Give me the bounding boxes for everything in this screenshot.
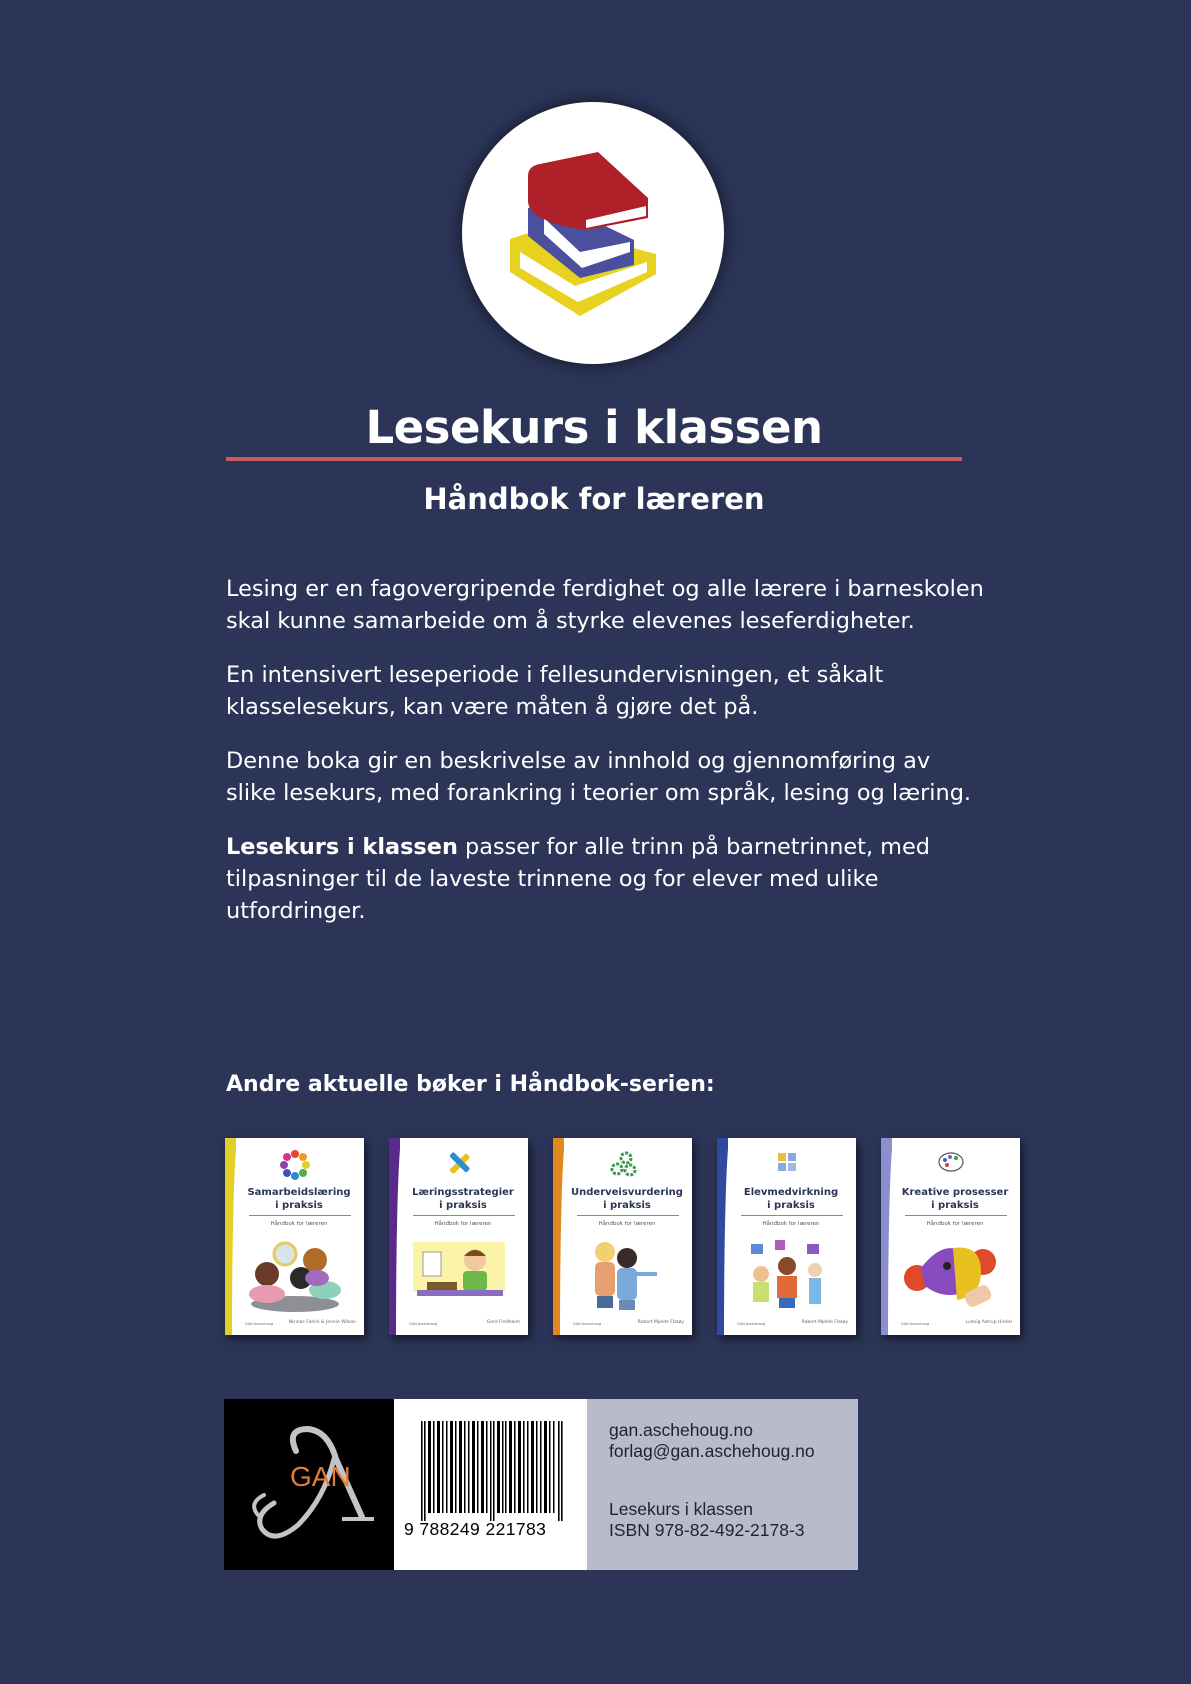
gan-aschehoug-logo: [224, 1399, 394, 1570]
book-cover-subtitle: Håndbok for læreren: [434, 1221, 492, 1227]
book-cover-title: [401, 1186, 525, 1212]
series-book-samarbeidslaering[interactable]: [225, 1138, 364, 1335]
book-author: Robert Mjelde Flatøy: [801, 1320, 848, 1325]
back-cover-footer: [224, 1399, 858, 1570]
book-cover-title: [729, 1186, 853, 1212]
book-publisher: GAN Aschehoug: [409, 1322, 438, 1326]
book-cover-subtitle: Håndbok for læreren: [598, 1221, 656, 1227]
series-book-elevmedvirkning[interactable]: [717, 1138, 856, 1335]
colorful-people-circle-icon: [225, 1150, 364, 1180]
stack-of-books-icon: [462, 102, 724, 364]
book-title-line: Samarbeidslæring: [247, 1187, 351, 1198]
book-cover-title: [565, 1186, 689, 1212]
info-book-title: Lesekurs i klassen: [609, 1499, 753, 1519]
isbn-number: ISBN 978-82-492-2178-3: [609, 1520, 805, 1540]
book-title-line: Kreative prosesser: [901, 1187, 1009, 1198]
description-paragraph: Denne boka gir en beskrivelse av innhold og gjennomføring av slike lesekurs, med forankring i teorier om språk, lesing og læring.: [226, 748, 972, 806]
book-title-line: i praksis: [275, 1200, 323, 1211]
barcode-number: 9 788249 221783: [404, 1519, 547, 1539]
isbn-barcode: [394, 1399, 587, 1570]
gan-wordmark: GAN: [290, 1461, 351, 1492]
puzzle-pieces-icon: [717, 1150, 856, 1180]
cover-rule: [577, 1215, 679, 1216]
book-author: Robert Mjelde Flatøy: [637, 1320, 684, 1325]
book-cover-title: [893, 1186, 1017, 1212]
book-title-line: i praksis: [439, 1200, 487, 1211]
book-title: Lesekurs i klassen: [365, 401, 823, 454]
barcode-icon: [394, 1399, 587, 1529]
book-publisher: GAN Aschehoug: [901, 1322, 930, 1326]
cover-rule: [413, 1215, 515, 1216]
green-gears-icon: [553, 1150, 692, 1180]
book-publisher: GAN Aschehoug: [737, 1322, 766, 1326]
book-subtitle: Håndbok for læreren: [423, 482, 765, 516]
title-underline: [226, 457, 962, 461]
series-heading: Andre aktuelle bøker i Håndbok-serien:: [226, 1072, 715, 1097]
description-paragraph: [226, 831, 986, 927]
paint-palette-icon: [881, 1150, 1020, 1180]
book-title-line: Elevmedvirkning: [743, 1187, 839, 1198]
series-book-laeringsstrategier[interactable]: [389, 1138, 528, 1335]
description-paragraph: Lesing er en fagovergripende ferdighet og alle lærere i barneskolen skal kunne samarbeide om å styrke elevenes leseferdigheter.: [226, 576, 984, 634]
book-cover-subtitle: Håndbok for læreren: [926, 1221, 984, 1227]
book-title-line: i praksis: [931, 1200, 979, 1211]
book-author: Gerd Fredheim: [486, 1320, 520, 1325]
cover-rule: [249, 1215, 351, 1216]
book-publisher: GAN Aschehoug: [573, 1322, 602, 1326]
email-link[interactable]: forlag@gan.aschehoug.no: [609, 1441, 815, 1461]
book-publisher: GAN Aschehoug: [245, 1322, 274, 1326]
painted-mask-illustration: [901, 1238, 1001, 1313]
description: [226, 573, 986, 949]
book-cover-subtitle: Håndbok for læreren: [270, 1221, 328, 1227]
cover-rule: [905, 1215, 1007, 1216]
cover-rule: [741, 1215, 843, 1216]
book-author: Ludvig Astrup Hinkel: [965, 1320, 1012, 1325]
children-illustration: [245, 1238, 345, 1313]
book-title-line: i praksis: [603, 1200, 651, 1211]
book-cover-title: [237, 1186, 361, 1212]
paragraph-text: passer for alle trinn på barnetrinnet, med tilpasninger til de laveste trinnene og for elever med ulike utfordringer.: [226, 834, 930, 924]
book-author: Nicolas Fohlin & Jennie Wilson: [288, 1320, 356, 1325]
publisher-info: [587, 1399, 858, 1570]
puzzle-cross-icon: [389, 1150, 528, 1180]
book-cover-subtitle: Håndbok for læreren: [762, 1221, 820, 1227]
book-title-line: i praksis: [767, 1200, 815, 1211]
series-book-kreative-prosesser[interactable]: [881, 1138, 1020, 1335]
title-emphasis: Lesekurs i klassen: [226, 834, 458, 860]
book-title-line: Læringsstrategier: [412, 1187, 514, 1198]
children-pointing-illustration: [573, 1238, 673, 1313]
website-link[interactable]: gan.aschehoug.no: [609, 1420, 754, 1440]
book-stack-logo: [462, 102, 724, 364]
description-paragraph: En intensivert leseperiode i fellesundervisningen, et såkalt klasselesekurs, kan være måten å gjøre det på.: [226, 662, 884, 720]
children-puzzle-illustration: [737, 1238, 837, 1313]
book-title-line: Underveisvurdering: [571, 1187, 683, 1198]
child-illustration: [409, 1238, 509, 1313]
series-book-underveisvurdering[interactable]: [553, 1138, 692, 1335]
